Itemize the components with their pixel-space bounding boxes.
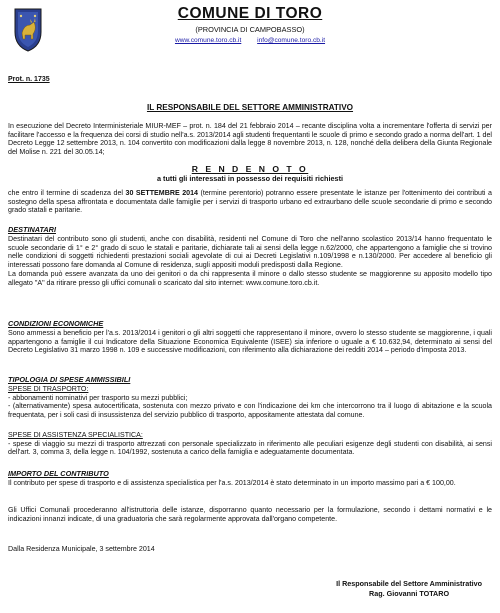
tipologia-section: [8, 376, 492, 420]
uffici-paragraph: Gli Uffici Comunali procederanno all'istruttoria delle istanze, disporranno quanto necessario per la formulazione, secondo i dettami normativi e le indicazioni innanzi indicate, di una graduatoria che sarà regolarmente approvata dall'organo competente.: [8, 506, 492, 523]
assistenza-heading: SPESE DI ASSISTENZA SPECIALISTICA:: [8, 431, 143, 439]
deadline-text-post: (termine perentorio) potranno essere presentate le istanze per l'ottenimento dei contributi a sostegno della spesa affrontata e documentata dalle famiglie per i servizi di trasporto urbano ed extraurbano delle scuole secondarie di primo e secondo grado statali e paritarie.: [8, 189, 492, 215]
deadline-text-pre: che entro il termine di scadenza del: [8, 189, 126, 197]
rende-noto-subtitle: a tutti gli interessati in possesso dei requisiti richiesti: [156, 173, 344, 183]
trasporto-item-1: - abbonamenti nominativi per trasporto su mezzi pubblici;: [8, 393, 188, 402]
rende-noto-section: [8, 164, 492, 184]
protocol-number: Prot. n. 1735: [8, 76, 50, 83]
importo-heading: IMPORTO DEL CONTRIBUTO: [8, 469, 109, 478]
trasporto-item-2: - (alternativamente) spesa autocertificata, sostenuta con mezzo privato e con l'indicazione dei km che intercorrono tra il luogo di abitazione e la scuola frequentata, per i soli casi di insussistenza del servizio pubblico di trasporto, appositamente attestata dal comune.: [8, 402, 492, 420]
coat-of-arms-logo: [12, 6, 44, 52]
assistenza-section: [8, 431, 492, 457]
condizioni-heading: CONDIZIONI ECONOMICHE: [8, 319, 104, 328]
website-link[interactable]: www.comune.toro.cb.it: [174, 37, 242, 45]
assistenza-item-1: - spese di viaggio su mezzi di trasporto attrezzati con personale specializzato in riferimento alle peculiari esigenze degli studenti con disabilità, ai sensi dell'art. 3, comma 3, della legge n. 104/1992, sostenuta a carico della famiglia e adeguatamente documentata.: [8, 439, 492, 457]
importo-paragraph: Il contributo per spese di trasporto e di assistenza specialistica per l'a.s. 2013/2014 è stato determinato in un importo massimo pari a € 100,00.: [8, 478, 456, 487]
trasporto-heading: SPESE DI TRASPORTO:: [8, 384, 89, 393]
deadline-date: 30 SETTEMBRE 2014: [125, 189, 198, 197]
tipologia-heading: TIPOLOGIA DI SPESE AMMISSIBILI: [8, 375, 131, 384]
destinatari-section: [8, 226, 492, 287]
intro-paragraph: In esecuzione del Decreto Interministeriale MIUR-MEF – prot. n. 184 del 21 febbraio 2014 – recante disciplina volta a incrementare l'offerta di servizi per facilitare l'accesso e la frequenza dei corsi di studio nell'a.s. 2013/2014 agli studenti frequentanti le scuole di primo e secondo grado a norma dell'art. 1 del Decreto Legge 12 settembre 2013, n. 104 convertito con modificazioni dalla legge 8 novembre 2013, n. 128, nonché della delibera della Giunta Regionale del Molise n. 221 del 30.05.14;: [8, 122, 492, 157]
email-link[interactable]: info@comune.toro.cb.it: [257, 37, 326, 45]
province-name: (PROVINCIA DI CAMPOBASSO): [195, 25, 305, 35]
deadline-paragraph: [8, 189, 492, 215]
letterhead: [8, 0, 492, 45]
contact-links: [8, 37, 492, 45]
signatory-role: Il Responsabile del Settore Amministrativo: [336, 579, 482, 588]
document-title: IL RESPONSABILE DEL SETTORE AMMINISTRATIVO: [146, 103, 354, 112]
importo-section: [8, 470, 492, 488]
signature-block: [336, 579, 482, 598]
municipality-name: COMUNE DI TORO: [177, 5, 323, 22]
place-date: Dalla Residenza Municipale, 3 settembre 2014: [8, 545, 155, 553]
condizioni-paragraph: Sono ammessi a beneficio per l'a.s. 2013/2014 i genitori o gli altri soggetti che rappresentano il minore, ovvero lo stesso studente se maggiorenne, i quali appartengono a famiglie il cui Indicatore della Situazione Economica Equivalente (ISEE) sia inferiore o uguale a € 10.632,94, determinato ai sensi del Decreto Legislativo 31 marzo 1998 n. 109 e successive modificazioni, con riferimento alla dichiarazione dei redditi 2014 – periodo d'imposta 2013.: [8, 328, 492, 355]
rende-noto-heading: R E N D E N O T O: [191, 164, 309, 174]
destinatari-paragraph-2: La domanda può essere avanzata da uno dei genitori o da chi rappresenta il minore o dallo stesso studente se maggiorenne su apposito modello tipo allegato "A" da ritirare presso gli uffici comunali o scaricato dal sito internet: www.comune.toro.cb.it.: [8, 269, 492, 287]
signatory-name: Rag. Giovanni TOTARO: [369, 588, 450, 598]
destinatari-paragraph-1: Destinatari del contributo sono gli studenti, anche con disabilità, residenti nel Comune di Toro che nell'anno scolastico 2013/14 hanno frequentato le scuole secondarie di 1° e 2° grado di scuo le statali e paritarie, dichiarate tali ai sensi della legge n.62/2000, che appartengono a famiglie che si trovino nelle condizioni di soggetti richiedenti prestazioni sociali agevolate di cui ai Decreti Legislativi n.109/1998 e n.130/2000. Per accedere al beneficio gli interessati possono fare domanda al Comune di residenza, sugli appositi moduli predisposti dalla Regione.: [8, 234, 492, 270]
condizioni-section: [8, 320, 492, 355]
destinatari-heading: DESTINATARI: [8, 225, 56, 234]
